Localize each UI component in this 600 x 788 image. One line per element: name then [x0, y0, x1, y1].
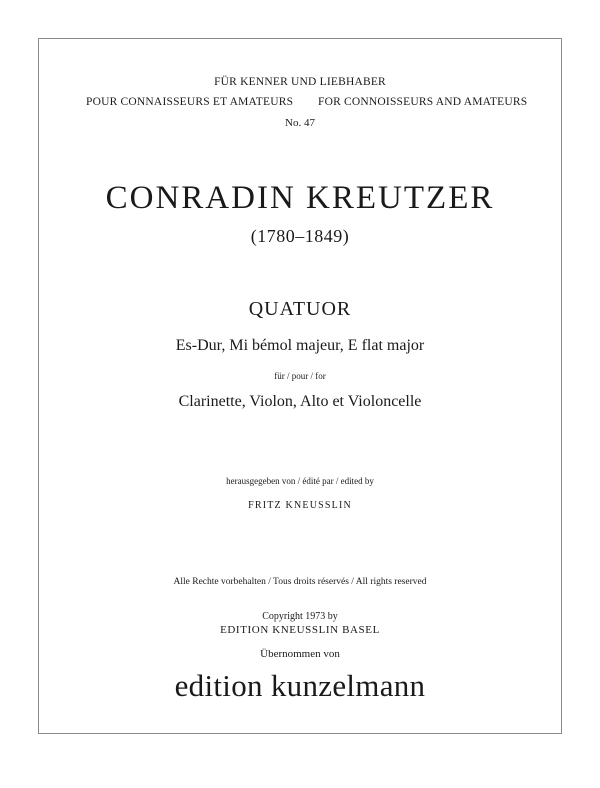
work-instruments: Clarinette, Violon, Alto et Violoncelle [178, 393, 422, 410]
series-title-german: FÜR KENNER UND LIEBHABER [214, 76, 386, 88]
original-publisher: EDITION KNEUSSLIN BASEL [220, 624, 380, 636]
composer-name: CONRADIN KREUTZER [105, 180, 495, 216]
series-number: No. 47 [285, 117, 315, 129]
current-publisher: edition kunzelmann [174, 668, 426, 703]
series-title-english: FOR CONNOISSEURS AND AMATEURS [318, 96, 528, 108]
work-for-label: für / pour / for [274, 371, 326, 381]
taken-over-label: Übernommen von [260, 648, 340, 660]
copyright-line: Copyright 1973 by [262, 611, 338, 622]
series-title-french: POUR CONNAISSEURS ET AMATEURS [86, 96, 294, 108]
editor-name: FRITZ KNEUSSLIN [248, 500, 352, 511]
work-title: QUATUOR [248, 298, 352, 320]
rights-notice: Alle Rechte vorbehalten / Tous droits réservés / All rights reserved [173, 577, 427, 587]
edited-by-label: herausgegeben von / édité par / edited by [226, 476, 374, 486]
composer-dates: (1780–1849) [250, 226, 350, 246]
work-key: Es-Dur, Mi bémol majeur, E flat major [175, 337, 425, 354]
